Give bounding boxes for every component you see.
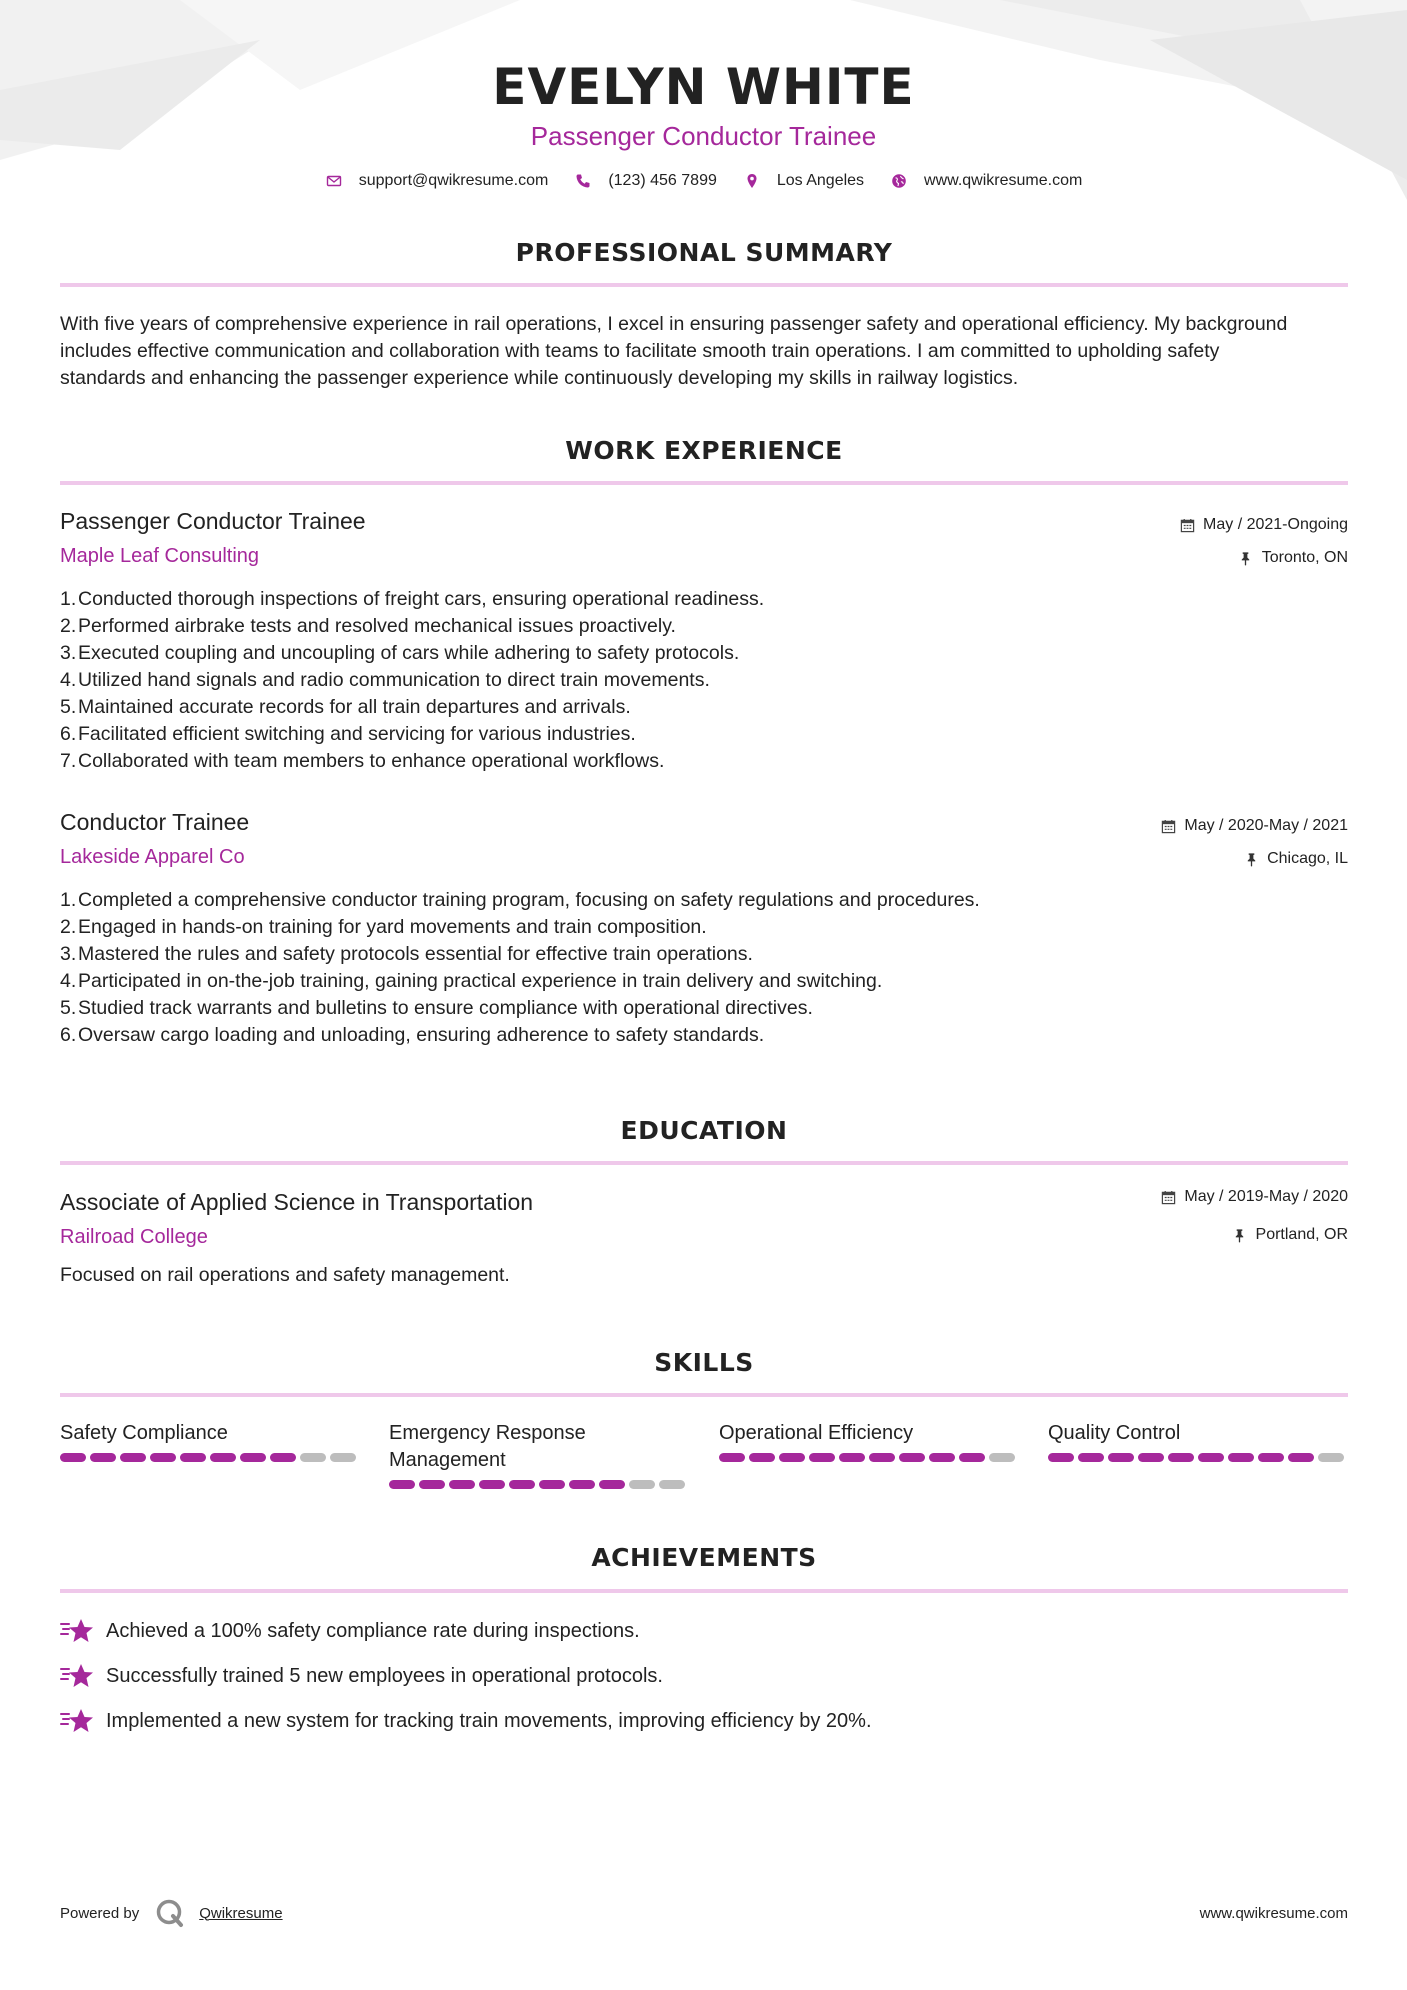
list-item: 1. Completed a comprehensive conductor training program, focusing on safety regulations and procedures. [60,889,980,911]
job-location [1242,850,1348,868]
pushpin-icon [1242,850,1260,868]
job-location-text: Chicago, IL [1267,850,1348,867]
skill-name: Safety Compliance [60,1422,228,1444]
calendar-icon [1159,817,1177,835]
job-bullets [60,586,1348,775]
job-dates [1178,516,1348,534]
shooting-star-icon [60,1706,94,1736]
list-item: 5. Maintained accurate records for all train departures and arrivals. [60,696,631,718]
phone-text: (123) 456 7899 [608,172,717,189]
achievement-item [60,1706,872,1736]
achievements-rule [60,1589,1348,1593]
school-name: Railroad College [60,1226,208,1248]
skill-segment-filled [929,1453,955,1462]
job-dates-text: May / 2021-Ongoing [1203,516,1348,533]
envelope-icon [325,172,343,190]
list-item: 2. Performed airbrake tests and resolved mechanical issues proactively. [60,615,676,637]
skill-segment-filled [1108,1453,1134,1462]
footer-website[interactable]: www.qwikresume.com [1199,1905,1348,1922]
footer-powered-by [60,1898,283,1928]
brand-link[interactable]: Qwikresume [199,1904,283,1922]
calendar-icon [1178,516,1196,534]
pushpin-icon [1231,1226,1249,1244]
skill-item [60,1420,360,1462]
list-item: 4. Participated in on-the-job training, gaining practical experience in train delivery and switching. [60,970,883,992]
skill-segment-filled [749,1453,775,1462]
pushpin-icon [1237,549,1255,567]
job-bullets [60,887,1348,1049]
skill-name: Operational Efficiency [719,1422,914,1444]
shooting-star-icon [60,1616,94,1646]
skill-segment-filled [1168,1453,1194,1462]
list-item: 2. Engaged in hands-on training for yard movements and train composition. [60,916,707,938]
experience-heading: WORK EXPERIENCE [565,436,843,465]
achievement-item [60,1661,663,1691]
list-item: 4. Utilized hand signals and radio communication to direct train movements. [60,669,710,691]
skill-segment-filled [779,1453,805,1462]
skill-segment-filled [150,1453,176,1462]
skill-segment-filled [809,1453,835,1462]
contact-email[interactable] [325,172,549,190]
education-rule [60,1161,1348,1165]
education-location [1231,1226,1348,1244]
job-location-text: Toronto, ON [1261,549,1348,566]
contact-phone[interactable] [574,172,717,190]
skill-segment-filled [509,1480,535,1489]
skill-segment-filled [180,1453,206,1462]
skill-level-bar [60,1453,360,1462]
summary-text [60,311,1348,392]
skill-segment-filled [869,1453,895,1462]
skills-rule [60,1393,1348,1397]
skill-segment-filled [240,1453,266,1462]
skill-segment-filled [449,1480,475,1489]
job-dates-text: May / 2020-May / 2021 [1184,817,1348,834]
skill-segment-filled [479,1480,505,1489]
education-dates-text: May / 2019-May / 2020 [1184,1188,1348,1205]
education-dates [1159,1188,1348,1206]
map-pin-icon [743,172,761,190]
skill-segment-filled [539,1480,565,1489]
list-item: 3. Executed coupling and uncoupling of cars while adhering to safety protocols. [60,642,740,664]
skill-segment-filled [569,1480,595,1489]
achievement-item [60,1616,640,1646]
list-item: 7. Collaborated with team members to enhance operational workflows. [60,750,665,772]
summary-line: standards and enhancing the passenger experience while continuously developing my skills in railway logistics. [60,367,1019,389]
skill-segment-filled [120,1453,146,1462]
education-heading: EDUCATION [620,1116,788,1145]
list-item: 5. Studied track warrants and bulletins to ensure compliance with operational directives. [60,997,813,1019]
list-item: 6. Facilitated efficient switching and servicing for various industries. [60,723,636,745]
skill-segment-empty [330,1453,356,1462]
skills-heading: SKILLS [654,1348,754,1377]
powered-by-label: Powered by [60,1904,140,1922]
website-text: www.qwikresume.com [924,172,1083,189]
skill-level-bar [1048,1453,1348,1462]
skill-segment-filled [419,1480,445,1489]
skill-segment-filled [719,1453,745,1462]
skill-segment-filled [1258,1453,1284,1462]
summary-line: With five years of comprehensive experience in rail operations, I excel in ensuring passenger safety and operational efficiency. My background [60,313,1288,335]
globe-icon [890,172,908,190]
achievement-text: Successfully trained 5 new employees in operational protocols. [106,1664,663,1687]
phone-icon [574,172,592,190]
skill-level-bar [389,1480,689,1489]
education-location-text: Portland, OR [1255,1226,1348,1243]
experience-rule [60,481,1348,485]
candidate-name: EVELYN WHITE [492,58,915,116]
job-company: Maple Leaf Consulting [60,545,260,567]
list-item: 3. Mastered the rules and safety protocols essential for effective train operations. [60,943,753,965]
skill-segment-filled [1198,1453,1224,1462]
skill-segment-filled [60,1453,86,1462]
skill-segment-filled [1288,1453,1314,1462]
skill-level-bar [719,1453,1019,1462]
summary-rule [60,283,1348,287]
summary-line: includes effective communication and collaboration with teams to facilitate smooth train operations. I am committed to upholding safety [60,340,1220,362]
skill-segment-filled [90,1453,116,1462]
skill-segment-empty [629,1480,655,1489]
candidate-role: Passenger Conductor Trainee [530,121,877,151]
skill-segment-filled [1048,1453,1074,1462]
achievement-text: Implemented a new system for tracking train movements, improving efficiency by 20%. [106,1709,872,1732]
skill-segment-filled [1078,1453,1104,1462]
job-title: Passenger Conductor Trainee [60,508,366,534]
skill-segment-filled [210,1453,236,1462]
skill-segment-filled [1138,1453,1164,1462]
skill-segment-filled [389,1480,415,1489]
skill-segment-empty [989,1453,1015,1462]
skill-segment-empty [1318,1453,1344,1462]
skill-item [719,1420,1019,1462]
skill-name: Emergency Response Management [389,1422,586,1471]
job-location [1237,549,1348,567]
summary-heading: PROFESSIONAL SUMMARY [515,238,893,267]
list-item: 6. Oversaw cargo loading and unloading, ensuring adherence to safety standards. [60,1024,765,1046]
skill-segment-filled [959,1453,985,1462]
skill-item [389,1420,689,1489]
achievements-heading: ACHIEVEMENTS [591,1543,817,1572]
calendar-icon [1159,1188,1177,1206]
job-title: Conductor Trainee [60,809,250,835]
email-text: support@qwikresume.com [358,172,549,189]
job-company: Lakeside Apparel Co [60,846,245,868]
contact-bar [0,172,1407,190]
location-text: Los Angeles [776,172,865,189]
shooting-star-icon [60,1661,94,1691]
skill-segment-filled [899,1453,925,1462]
skill-name: Quality Control [1048,1422,1181,1444]
skill-segment-empty [659,1480,685,1489]
skill-segment-filled [839,1453,865,1462]
job-dates [1159,817,1348,835]
skill-segment-empty [300,1453,326,1462]
education-description: Focused on rail operations and safety management. [60,1264,510,1286]
skill-segment-filled [599,1480,625,1489]
degree-title: Associate of Applied Science in Transportation [60,1189,534,1215]
skill-segment-filled [1228,1453,1254,1462]
contact-website[interactable] [890,172,1082,190]
achievement-text: Achieved a 100% safety compliance rate during inspections. [106,1619,640,1642]
skill-segment-filled [270,1453,296,1462]
list-item: 1. Conducted thorough inspections of freight cars, ensuring operational readiness. [60,588,765,610]
qwikresume-logo-icon [155,1898,185,1928]
contact-location [743,172,864,190]
skill-item [1048,1420,1348,1462]
